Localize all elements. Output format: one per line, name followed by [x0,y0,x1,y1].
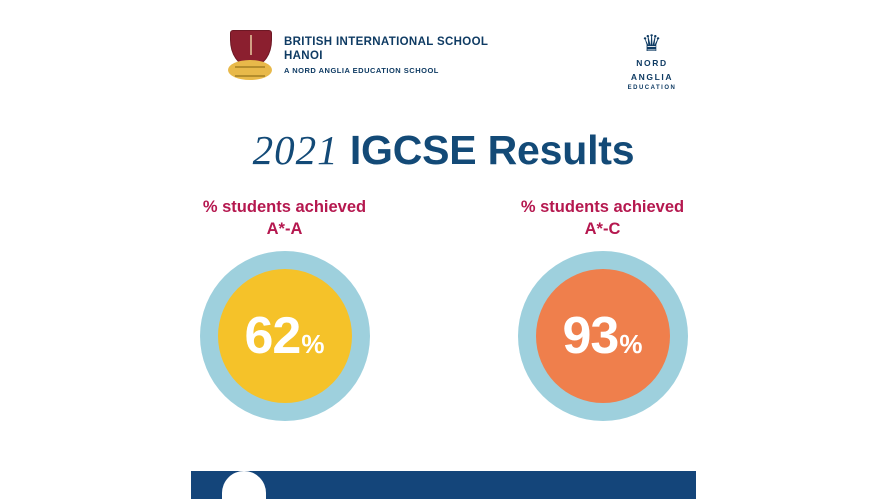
donut-ring-a-star-c [518,251,688,421]
nord-anglia-sub: EDUCATION [627,84,677,91]
nord-anglia-logo-lockup [604,32,700,91]
school-tagline: A NORD ANGLIA EDUCATION SCHOOL [284,66,439,76]
donut-fill-a-star-c [536,269,670,403]
footer-bar [191,471,696,499]
stat-a-star-c [483,196,723,421]
crown-icon: ♛ [641,30,663,56]
crest-scroll-shape [228,60,272,80]
nord-anglia-line-2: ANGLIA [630,72,674,83]
donut-ring-a-star-a [200,251,370,421]
school-name-block [284,36,488,76]
stat-label-line-1: % students achieved [520,198,685,216]
header [0,18,887,91]
stat-percent-sign-a-star-c: % [619,328,643,359]
stat-value-a-star-a: 62 [244,306,301,365]
stat-label-a-star-c [483,196,723,241]
nord-anglia-line-1: NORD [636,58,668,68]
stat-label-line-1: % students achieved [202,198,367,216]
stat-label-line-2: A*-C [584,220,621,239]
stat-a-star-a [165,196,405,421]
school-crest-icon [228,30,272,82]
page-title-year: 2021 [252,127,339,173]
page-title-text: IGCSE Results [349,127,635,173]
stat-label-line-2: A*-A [266,220,303,239]
donut-fill-a-star-a [218,269,352,403]
school-name-line-1: BRITISH INTERNATIONAL SCHOOL [284,36,489,49]
school-logo-lockup [228,30,488,82]
stat-percent-sign-a-star-a: % [301,328,325,359]
school-name-line-2: HANOI [284,49,323,62]
page-title [0,126,887,174]
stat-label-a-star-a [165,196,405,241]
stat-value-a-star-c: 93 [562,306,619,365]
results-stats [0,196,887,421]
